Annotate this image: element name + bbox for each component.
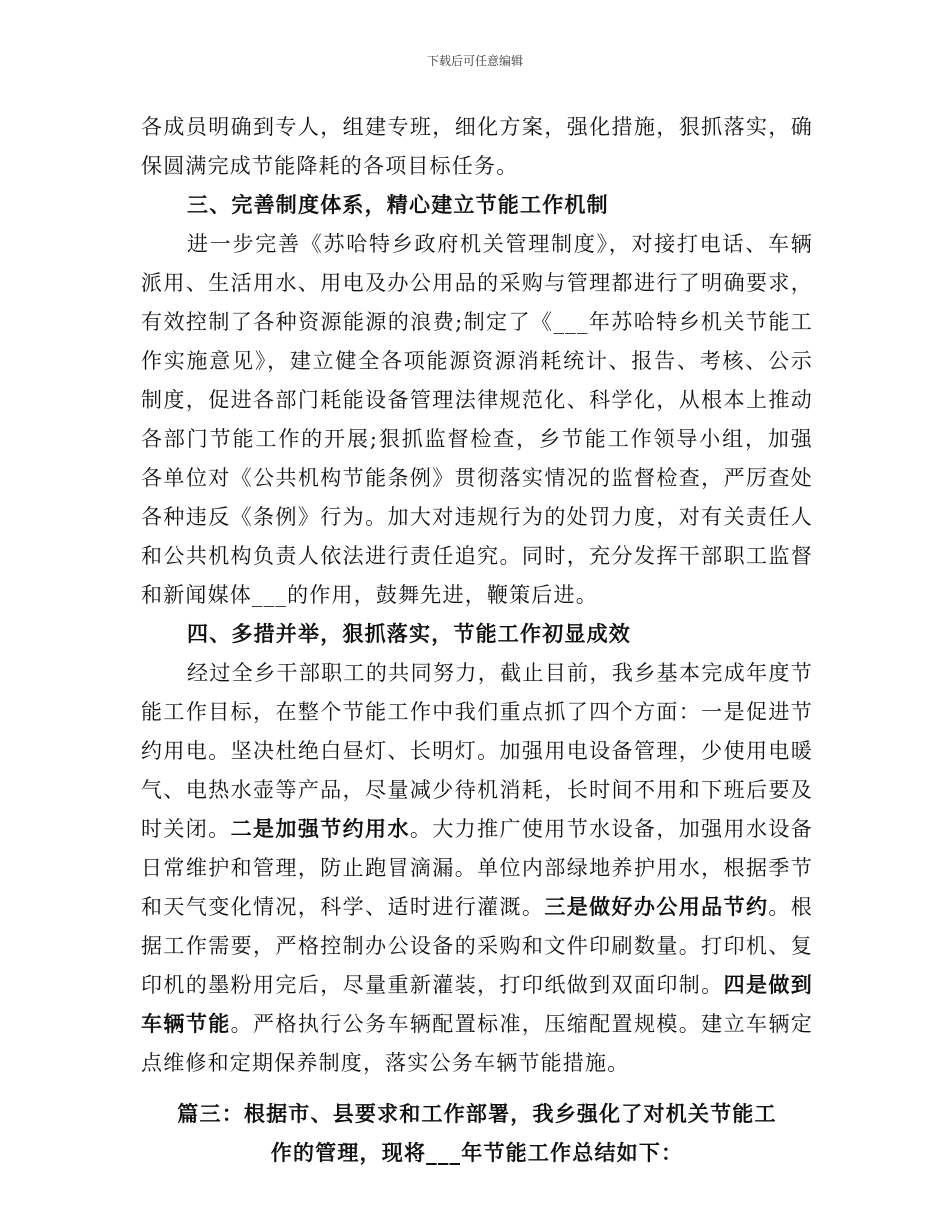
measure-office-bold: 三是做好办公用品节约 <box>544 895 769 919</box>
measure-water-bold: 二是加强节约用水 <box>230 817 410 841</box>
measures-text-1: 经过全乡干部职工的共同努力，截止目前，我乡基本完成年度节能工作目标，在整个节能工作中我们重点抓了四个方面：一是促进节约用电。坚决杜绝白昼灯、长明灯。加强用电设备管理，少使用电暖气、电热水壶等产品，尽量减少待机消耗，长时间不用和下班后要及时关闭。 <box>141 661 813 841</box>
paragraph-continued: 各成员明确到专人，组建专班，细化方案，强化措施，狠抓落实，确保圆满完成节能降耗的各项目标任务。 <box>141 115 813 178</box>
measures-text-3: 。根据工作需要，严格控制办公设备的采购和文件印刷数量。打印机、复印机的墨粉用完后，尽量重新灌装，打印纸做到双面印制。 <box>141 895 813 997</box>
section-title-part3 <box>141 1095 813 1173</box>
measure-vehicle-bold: 四是做到车辆节能 <box>141 973 813 1036</box>
heading-section-3: 三、完善制度体系，精心建立节能工作机制 <box>187 193 609 217</box>
document-body <box>141 108 813 1173</box>
measures-text-4: 。严格执行公务车辆配置标准，压缩配置规模。建立车辆定点维修和定期保养制度，落实公务车辆节能措施。 <box>141 1012 813 1075</box>
measures-text-2: 。大力推广使用节水设备，加强用水设备日常维护和管理，防止跑冒滴漏。单位内部绿地养护用水，根据季节和天气变化情况，科学、适时进行灌溉。 <box>141 817 813 919</box>
heading-section-4: 四、多措并举，狠抓落实，节能工作初显成效 <box>187 622 631 646</box>
section-title-line1: 篇三：根据市、县要求和工作部署，我乡强化了对机关节能工 <box>177 1102 777 1126</box>
section-title-line2: 作的管理，现将___年节能工作总结如下： <box>270 1141 684 1165</box>
page-header-note: 下载后可任意编辑 <box>426 54 523 68</box>
paragraph-measures <box>141 654 813 1083</box>
paragraph-system: 进一步完善《苏哈特乡政府机关管理制度》，对接打电话、车辆派用、生活用水、用电及办公用品的采购与管理都进行了明确要求，有效控制了各种资源能源的浪费;制定了《___年苏哈特乡机关节能工作实施意见》，建立健全各项能源资源消耗统计、报告、考核、公示制度，促进各部门耗能设备管理法律规范化、科学化，从根本上推动各部门节能工作的开展;狠抓监督检查，乡节能工作领导小组，加强各单位对《公共机构节能条例》贯彻落实情况的监督检查，严厉查处各种违反《条例》行为。加大对违规行为的处罚力度，对有关责任人和公共机构负责人依法进行责任追究。同时，充分发挥干部职工监督和新闻媒体___的作用，鼓舞先进，鞭策后进。 <box>141 232 813 607</box>
